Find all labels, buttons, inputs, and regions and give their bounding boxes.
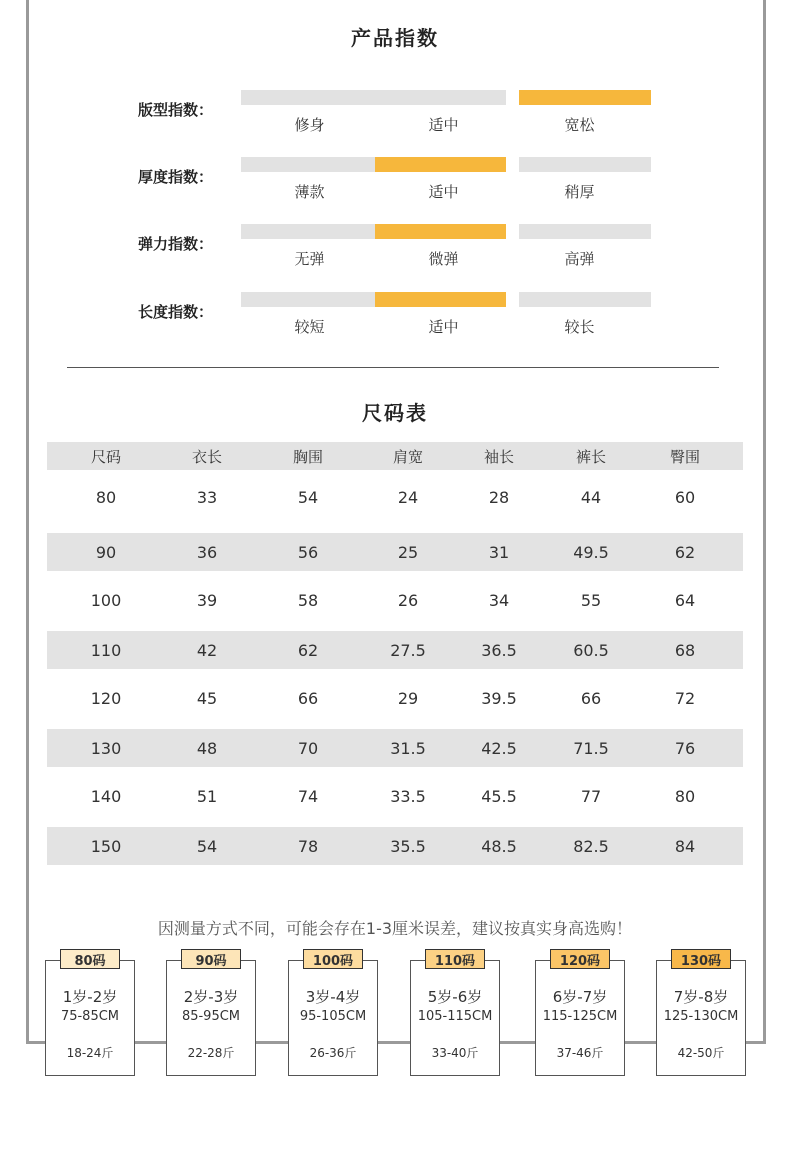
table-cell: 130 bbox=[90, 738, 122, 758]
table-row bbox=[47, 578, 743, 623]
index-bar-segment bbox=[375, 157, 506, 172]
index-bar-segment bbox=[375, 90, 506, 105]
table-cell: 62 bbox=[674, 542, 696, 562]
size-card bbox=[410, 953, 500, 1076]
size-age: 3岁-4岁 bbox=[305, 988, 361, 1006]
table-row bbox=[47, 631, 743, 669]
table-row bbox=[47, 774, 743, 819]
index-option: 薄款 bbox=[294, 183, 325, 201]
size-age: 6岁-7岁 bbox=[552, 988, 608, 1006]
size-badge: 110码 bbox=[425, 949, 485, 969]
table-cell: 42.5 bbox=[481, 738, 517, 758]
table-header-cell: 裤长 bbox=[575, 447, 606, 466]
index-bar bbox=[241, 224, 651, 268]
index-row bbox=[0, 224, 790, 272]
index-label: 长度指数： bbox=[138, 303, 214, 321]
size-age: 2岁-3岁 bbox=[183, 988, 239, 1006]
table-cell: 31.5 bbox=[390, 738, 426, 758]
size-badge: 80码 bbox=[60, 949, 120, 969]
index-label: 版型指数： bbox=[138, 101, 214, 119]
index-option: 无弹 bbox=[294, 250, 325, 268]
table-header-cell: 衣长 bbox=[191, 447, 222, 466]
table-cell: 150 bbox=[90, 836, 122, 856]
table-header bbox=[47, 442, 743, 470]
table-cell: 39.5 bbox=[481, 689, 517, 708]
table-cell: 33 bbox=[196, 488, 218, 507]
size-badge: 100码 bbox=[303, 949, 363, 969]
size-age: 5岁-6岁 bbox=[427, 988, 483, 1006]
index-bar-segment bbox=[241, 157, 375, 172]
index-row bbox=[0, 292, 790, 340]
table-header-cell: 袖长 bbox=[483, 447, 514, 466]
table-cell: 77 bbox=[580, 787, 602, 806]
table-cell: 60.5 bbox=[573, 640, 609, 660]
product-index-title: 产品指数 bbox=[351, 26, 439, 50]
table-cell: 74 bbox=[297, 787, 319, 806]
size-badge: 90码 bbox=[181, 949, 241, 969]
index-row bbox=[0, 90, 790, 138]
size-weight: 37-46斤 bbox=[556, 1046, 604, 1060]
table-cell: 68 bbox=[674, 640, 696, 660]
table-cell: 54 bbox=[196, 836, 218, 856]
index-bar-segment bbox=[519, 292, 651, 307]
size-age: 1岁-2岁 bbox=[62, 988, 118, 1006]
size-card bbox=[656, 953, 746, 1076]
table-cell: 58 bbox=[297, 591, 319, 610]
size-height: 75-85CM bbox=[60, 1009, 120, 1024]
index-bar-segment bbox=[519, 224, 651, 239]
table-row bbox=[47, 827, 743, 865]
table-cell: 62 bbox=[297, 640, 319, 660]
table-cell: 84 bbox=[674, 836, 696, 856]
size-card bbox=[535, 953, 625, 1076]
table-header-cell: 臀围 bbox=[669, 447, 700, 466]
index-option: 修身 bbox=[294, 116, 325, 134]
table-row bbox=[47, 533, 743, 571]
table-cell: 78 bbox=[297, 836, 319, 856]
index-bar-segment bbox=[519, 90, 651, 105]
table-cell: 80 bbox=[674, 787, 696, 806]
index-bar-segment bbox=[241, 292, 375, 307]
table-cell: 49.5 bbox=[573, 542, 609, 562]
size-age: 7岁-8岁 bbox=[673, 988, 729, 1006]
table-cell: 35.5 bbox=[390, 836, 426, 856]
size-weight: 22-28斤 bbox=[187, 1046, 235, 1060]
table-cell: 54 bbox=[297, 488, 319, 507]
table-cell: 140 bbox=[90, 787, 122, 806]
table-cell: 66 bbox=[580, 689, 602, 708]
table-cell: 33.5 bbox=[390, 787, 426, 806]
table-cell: 51 bbox=[196, 787, 218, 806]
table-header-cell: 肩宽 bbox=[392, 447, 423, 466]
table-cell: 120 bbox=[90, 689, 122, 708]
table-cell: 60 bbox=[674, 488, 696, 507]
size-badge: 130码 bbox=[671, 949, 731, 969]
size-weight: 18-24斤 bbox=[66, 1046, 114, 1060]
index-bar bbox=[241, 292, 651, 336]
index-option: 微弹 bbox=[428, 250, 459, 268]
table-cell: 70 bbox=[297, 738, 319, 758]
table-cell: 31 bbox=[488, 542, 510, 562]
table-row bbox=[47, 470, 743, 525]
index-bar-segment bbox=[241, 90, 375, 105]
table-cell: 66 bbox=[297, 689, 319, 708]
table-cell: 28 bbox=[488, 488, 510, 507]
table-cell: 39 bbox=[196, 591, 218, 610]
index-option: 较长 bbox=[564, 318, 595, 336]
index-bar bbox=[241, 157, 651, 201]
table-cell: 24 bbox=[397, 488, 419, 507]
table-cell: 100 bbox=[90, 591, 122, 610]
measurement-note: 因测量方式不同，可能会存在1-3厘米误差，建议按真实身高选购！ bbox=[157, 919, 633, 938]
table-cell: 36 bbox=[196, 542, 218, 562]
size-card bbox=[45, 953, 135, 1076]
table-cell: 82.5 bbox=[573, 836, 609, 856]
size-height: 95-105CM bbox=[299, 1009, 367, 1024]
table-header-cell: 胸围 bbox=[292, 447, 323, 466]
index-label: 厚度指数： bbox=[138, 168, 214, 186]
index-bar-segment bbox=[375, 292, 506, 307]
table-cell: 76 bbox=[674, 738, 696, 758]
size-card bbox=[166, 953, 256, 1076]
table-cell: 45.5 bbox=[481, 787, 517, 806]
size-card bbox=[288, 953, 378, 1076]
table-cell: 48 bbox=[196, 738, 218, 758]
size-weight: 26-36斤 bbox=[309, 1046, 357, 1060]
table-cell: 71.5 bbox=[573, 738, 609, 758]
size-height: 115-125CM bbox=[542, 1009, 618, 1024]
table-cell: 90 bbox=[95, 542, 117, 562]
table-cell: 29 bbox=[397, 689, 419, 708]
table-cell: 27.5 bbox=[390, 640, 426, 660]
size-weight: 33-40斤 bbox=[431, 1046, 479, 1060]
table-cell: 44 bbox=[580, 488, 602, 507]
table-cell: 36.5 bbox=[481, 640, 517, 660]
size-badge: 120码 bbox=[550, 949, 610, 969]
index-option: 适中 bbox=[428, 183, 459, 201]
table-cell: 80 bbox=[95, 488, 117, 507]
size-table bbox=[47, 442, 743, 872]
size-height: 85-95CM bbox=[181, 1009, 241, 1024]
index-option: 稍厚 bbox=[564, 183, 595, 201]
index-row bbox=[0, 157, 790, 205]
table-cell: 55 bbox=[580, 591, 602, 610]
table-header-cell: 尺码 bbox=[90, 447, 121, 466]
size-table-title: 尺码表 bbox=[362, 401, 428, 425]
index-option: 宽松 bbox=[564, 116, 595, 134]
size-height: 125-130CM bbox=[663, 1009, 739, 1024]
index-bar-segment bbox=[375, 224, 506, 239]
size-height: 105-115CM bbox=[417, 1009, 493, 1024]
table-cell: 64 bbox=[674, 591, 696, 610]
index-option: 高弹 bbox=[564, 250, 595, 268]
table-row bbox=[47, 676, 743, 721]
index-option: 适中 bbox=[428, 116, 459, 134]
table-cell: 110 bbox=[90, 640, 122, 660]
index-bar bbox=[241, 90, 651, 134]
table-cell: 45 bbox=[196, 689, 218, 708]
index-bar-segment bbox=[519, 157, 651, 172]
index-option: 适中 bbox=[428, 318, 459, 336]
table-cell: 34 bbox=[488, 591, 510, 610]
index-label: 弹力指数： bbox=[138, 235, 214, 253]
table-cell: 56 bbox=[297, 542, 319, 562]
table-cell: 25 bbox=[397, 542, 419, 562]
index-bar-segment bbox=[241, 224, 375, 239]
index-option: 较短 bbox=[294, 318, 325, 336]
size-weight: 42-50斤 bbox=[677, 1046, 725, 1060]
table-cell: 72 bbox=[674, 689, 696, 708]
section-divider bbox=[67, 367, 719, 368]
table-cell: 26 bbox=[397, 591, 419, 610]
table-cell: 42 bbox=[196, 640, 218, 660]
table-row bbox=[47, 729, 743, 767]
table-cell: 48.5 bbox=[481, 836, 517, 856]
